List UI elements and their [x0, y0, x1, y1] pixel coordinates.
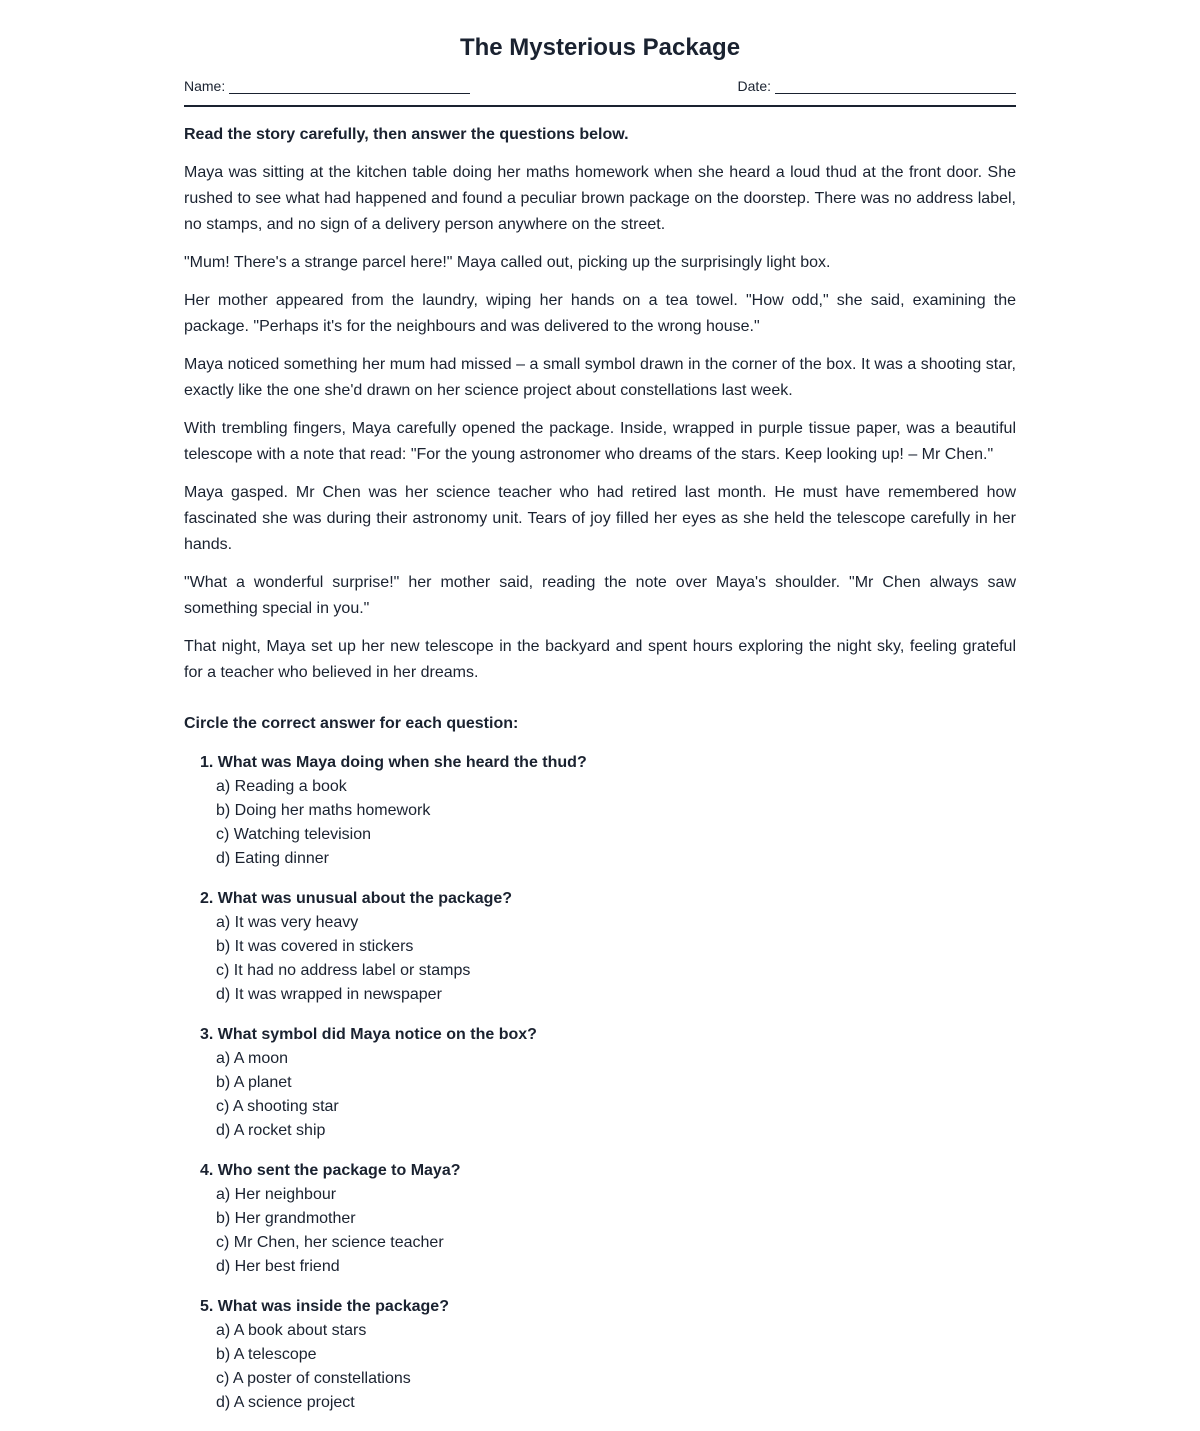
worksheet-body [184, 122, 1016, 1431]
answer-option: b) A planet [216, 1074, 292, 1091]
instruction-text: Read the story carefully, then answer the questions below. [184, 126, 629, 143]
answer-option: c) Watching television [216, 826, 372, 843]
story-paragraph: "What a wonderful surprise!" her mother said, reading the note over Maya's shoulder. "Mr Chen always saw something special in you." [184, 574, 1016, 617]
question-item [200, 1023, 1016, 1143]
page-title: The Mysterious Package [459, 34, 741, 61]
answer-option: d) A rocket ship [216, 1122, 326, 1139]
answer-option: a) A moon [216, 1050, 289, 1067]
story-paragraph: Maya noticed something her mum had missed – a small symbol drawn in the corner of the box. It was a shooting star, exactly like the one she'd drawn on her science project about constellations last week. [184, 356, 1016, 399]
answer-option: d) It was wrapped in newspaper [216, 986, 442, 1003]
story-paragraph: Her mother appeared from the laundry, wiping her hands on a tea towel. "How odd," she said, examining the package. "Perhaps it's for the neighbours and was delivered to the wrong house." [184, 292, 1016, 335]
answer-option: b) It was covered in stickers [216, 938, 414, 955]
story [184, 160, 1016, 686]
answer-option: a) Reading a book [216, 778, 347, 795]
question-text: 4. Who sent the package to Maya? [200, 1162, 461, 1179]
question-item [200, 887, 1016, 1007]
story-paragraph: Maya was sitting at the kitchen table doing her maths homework when she heard a loud thud at the front door. She rushed to see what had happened and found a peculiar brown package on the doorstep. There was no address label, no stamps, and no sign of a delivery person anywhere on the street. [184, 164, 1016, 233]
story-paragraph: "Mum! There's a strange parcel here!" Maya called out, picking up the surprisingly light box. [184, 254, 831, 271]
student-info-row [184, 78, 1016, 107]
story-paragraph: With trembling fingers, Maya carefully opened the package. Inside, wrapped in purple tissue paper, was a beautiful telescope with a note that read: "For the young astronomer who dreams of the stars. Keep looking up! – Mr Chen." [184, 420, 1016, 463]
answer-option: b) Doing her maths homework [216, 802, 431, 819]
answer-option: c) A poster of constellations [216, 1370, 411, 1387]
story-paragraph: Maya gasped. Mr Chen was her science teacher who had retired last month. He must have remembered how fascinated she was during their astronomy unit. Tears of joy filled her eyes as she held the telescope carefully in her hands. [184, 484, 1016, 553]
answer-option: a) A book about stars [216, 1322, 367, 1339]
question-item [200, 1159, 1016, 1279]
answer-option: c) Mr Chen, her science teacher [216, 1234, 444, 1251]
answer-option: a) Her neighbour [216, 1186, 337, 1203]
answer-option: d) Eating dinner [216, 850, 329, 867]
answer-option: c) A shooting star [216, 1098, 339, 1115]
story-paragraph: That night, Maya set up her new telescope in the backyard and spent hours exploring the night sky, feeling grateful for a teacher who believed in her dreams. [184, 638, 1016, 681]
answer-option: b) Her grandmother [216, 1210, 356, 1227]
name-blank-line [229, 79, 470, 94]
question-item [200, 751, 1016, 871]
answer-option: b) A telescope [216, 1346, 317, 1363]
question-text: 2. What was unusual about the package? [200, 890, 513, 907]
question-text: 3. What symbol did Maya notice on the box? [200, 1026, 537, 1043]
answer-option: c) It had no address label or stamps [216, 962, 471, 979]
answer-option: d) Her best friend [216, 1258, 340, 1275]
answer-option: a) It was very heavy [216, 914, 359, 931]
answer-option: d) A science project [216, 1394, 355, 1411]
name-label: Name: [184, 78, 226, 94]
questions-heading: Circle the correct answer for each question: [184, 715, 519, 732]
question-item [200, 1295, 1016, 1415]
date-label: Date: [737, 78, 771, 94]
question-text: 1. What was Maya doing when she heard the thud? [200, 754, 587, 771]
name-field [184, 78, 470, 94]
date-field [738, 78, 1016, 94]
date-blank-line [775, 79, 1016, 94]
question-text: 5. What was inside the package? [200, 1298, 449, 1315]
